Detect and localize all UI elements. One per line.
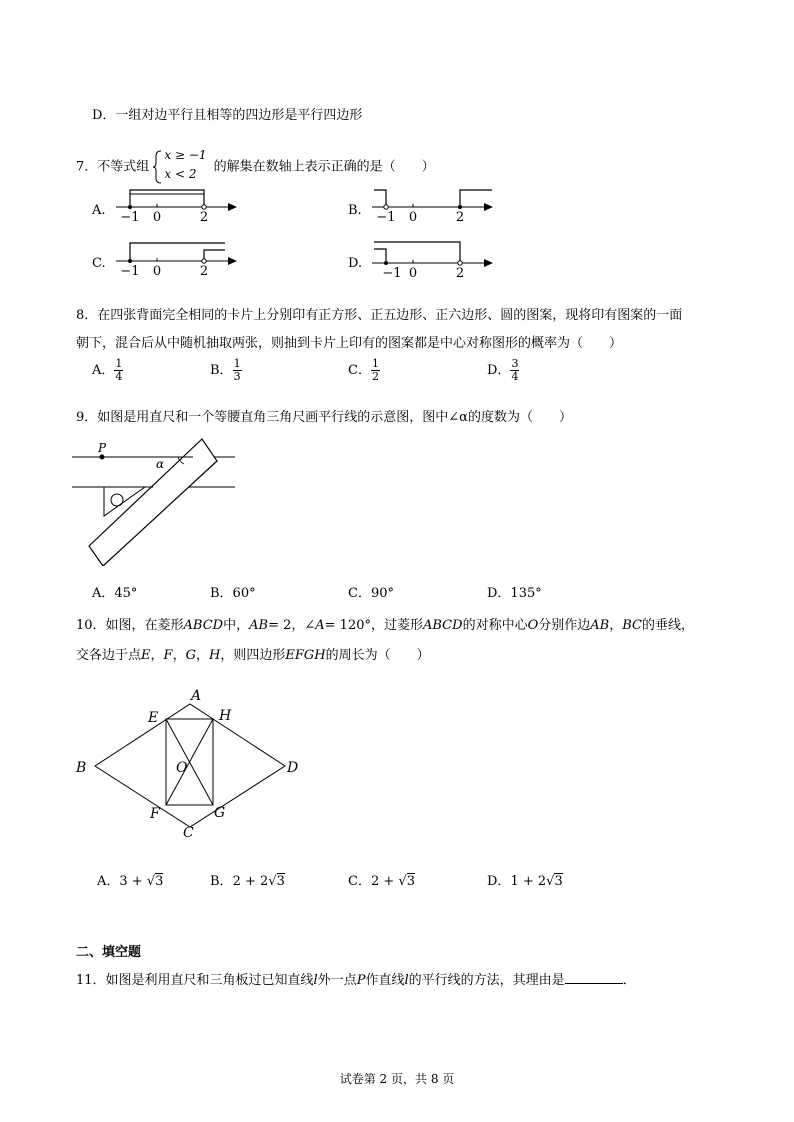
tick-label: 0 xyxy=(152,264,162,277)
radicand: 3 xyxy=(554,874,563,889)
q7-ineq-2: x < 2 xyxy=(164,167,197,181)
q9-option-c: C．90° xyxy=(348,586,394,601)
upper-ray xyxy=(130,243,225,259)
text: = 2， xyxy=(268,618,305,633)
q7-ineq-1: x ≥ −1 xyxy=(164,148,207,162)
text: 外一点 xyxy=(317,973,357,988)
denominator: 3 xyxy=(233,370,241,383)
tick-label: 0 xyxy=(408,210,418,223)
math: EFGH xyxy=(285,648,326,663)
text: ， xyxy=(195,648,209,663)
hollow-point xyxy=(202,259,206,263)
label-c: C xyxy=(183,825,194,840)
math-text: 2 + 2 xyxy=(232,874,269,889)
numerator: 1 xyxy=(233,357,241,370)
math: AB xyxy=(590,618,610,633)
axis-arrow-icon xyxy=(228,203,237,211)
numerator: 3 xyxy=(511,357,519,370)
math-text: 2 + xyxy=(370,874,399,889)
label-b: B xyxy=(76,760,87,776)
point-p xyxy=(100,455,105,460)
text: 的平行线的方法，其理由是 xyxy=(408,973,565,988)
q8-option-b xyxy=(210,358,242,383)
option-label: D． xyxy=(487,874,511,889)
ruler xyxy=(89,439,217,566)
q7-option-a-numberline xyxy=(110,185,240,223)
radicand: 3 xyxy=(155,874,164,889)
label-a: A xyxy=(191,688,202,704)
tick-label: 0 xyxy=(152,210,162,223)
q7-option-d-label: D. xyxy=(348,256,363,271)
tick-label: 0 xyxy=(408,266,418,279)
math: ABCD xyxy=(183,618,224,633)
upper-ray xyxy=(374,242,460,261)
option-label: D． xyxy=(487,363,511,378)
radicand: 3 xyxy=(406,874,415,889)
q10-option-c xyxy=(348,870,415,889)
math: BC xyxy=(622,618,642,633)
axis-arrow-icon xyxy=(484,259,493,267)
fraction xyxy=(233,358,242,383)
tick-label: 2 xyxy=(455,266,465,279)
q9-figure xyxy=(70,436,240,566)
solid-point xyxy=(128,205,132,209)
q7-stem xyxy=(76,150,435,184)
math: G xyxy=(185,648,196,663)
sqrt-icon: √ xyxy=(146,874,156,889)
text: = 120°，过菱形 xyxy=(324,618,423,633)
text: 交各边于点 xyxy=(76,648,142,663)
option-label: C． xyxy=(348,363,371,378)
q8-stem-line2: 朝下，混合后从中随机抽取两张，则抽到卡片上印有的图案都是中心对称图形的概率为（ ） xyxy=(76,336,623,351)
rhombus-abcd xyxy=(95,704,285,827)
fraction xyxy=(510,358,519,383)
label-o: O xyxy=(176,760,188,776)
q7-option-c-numberline xyxy=(110,239,240,277)
label-d: D xyxy=(287,760,299,776)
q7-system xyxy=(153,150,209,184)
text: 的垂线， xyxy=(641,618,694,633)
denominator: 2 xyxy=(371,370,379,383)
math-text: 1 + 2 xyxy=(510,874,547,889)
q11-stem xyxy=(76,969,636,988)
q10-option-b xyxy=(210,870,285,889)
numerator: 1 xyxy=(115,357,123,370)
sqrt-icon: √ xyxy=(546,874,555,889)
q9-option-a: A．45° xyxy=(92,586,138,601)
label-h: H xyxy=(219,708,232,724)
q9-stem: 9．如图是用直尺和一个等腰直角三角尺画平行线的示意图，图中∠α的度数为（ ） xyxy=(76,410,572,425)
text: 10．如图，在菱形 xyxy=(76,618,184,633)
math: E xyxy=(141,648,151,663)
answer-blank[interactable] xyxy=(565,971,623,984)
tick-label: −1 xyxy=(120,264,140,277)
hollow-point xyxy=(384,205,388,209)
radicand: 3 xyxy=(276,874,285,889)
label-g: G xyxy=(214,805,226,821)
q10-figure xyxy=(70,684,310,840)
text: 分别作边 xyxy=(538,618,591,633)
math: AB xyxy=(249,618,269,633)
text: ， xyxy=(172,648,186,663)
q10-stem-line2 xyxy=(76,644,430,663)
math: F xyxy=(163,648,173,663)
brace-icon xyxy=(153,150,163,184)
numerator: 1 xyxy=(371,357,379,370)
option-label: A． xyxy=(92,363,115,378)
q10-option-d xyxy=(487,870,563,889)
math: l xyxy=(404,973,409,988)
label-f: F xyxy=(150,806,160,822)
sqrt-icon: √ xyxy=(268,874,277,889)
text: 作直线 xyxy=(365,973,405,988)
option-label: C． xyxy=(348,874,371,889)
q8-option-d xyxy=(487,358,519,383)
text: 中， xyxy=(223,618,250,633)
text: ，则四边形 xyxy=(220,648,286,663)
left-ray xyxy=(374,190,386,205)
q7-option-c-label: C. xyxy=(92,256,106,271)
q7-option-d-numberline xyxy=(366,239,496,279)
q7-stem-prefix: 7．不等式组 xyxy=(76,159,150,175)
option-label: B． xyxy=(210,363,233,378)
math: H xyxy=(208,648,221,663)
lower-ray xyxy=(204,250,225,259)
q8-stem-line1: 8．在四张背面完全相同的卡片上分别印有正方形、正五边形、正六边形、圆的图案，现将印有图案的一面 xyxy=(76,308,683,323)
math: P xyxy=(356,973,366,988)
label-e: E xyxy=(148,710,159,726)
denominator: 4 xyxy=(115,370,123,383)
tick-label: −1 xyxy=(120,210,140,223)
solid-point xyxy=(128,259,132,263)
q6-option-d: D．一组对边平行且相等的四边形是平行四边形 xyxy=(92,108,363,123)
text: 的周长为（ ） xyxy=(325,648,430,663)
q9-option-b: B．60° xyxy=(210,586,256,601)
sqrt-icon: √ xyxy=(398,874,407,889)
tick-label: −1 xyxy=(376,210,396,223)
text: ， xyxy=(150,648,164,663)
hollow-point xyxy=(202,205,206,209)
tick-label: 2 xyxy=(199,210,209,223)
math: ∠A xyxy=(304,618,325,633)
solid-point xyxy=(384,261,388,265)
option-label: B． xyxy=(210,874,233,889)
page-footer: 试卷第 2 页，共 8 页 xyxy=(339,1072,455,1086)
option-label: A． xyxy=(97,874,120,889)
q8-option-c xyxy=(348,358,380,383)
label-p: P xyxy=(98,441,107,455)
right-ray xyxy=(460,190,492,205)
axis-arrow-icon xyxy=(228,257,237,265)
section-title: 二、填空题 xyxy=(76,945,142,960)
q10-stem-line1 xyxy=(76,614,694,633)
lower-ray xyxy=(374,249,386,261)
range-bracket xyxy=(130,190,204,205)
fraction xyxy=(114,358,123,383)
tick-label: 2 xyxy=(455,210,465,223)
set-square-hole xyxy=(111,494,123,506)
q10-option-a xyxy=(97,870,163,889)
text: ， xyxy=(609,618,623,633)
hollow-point xyxy=(458,261,462,265)
axis-arrow-icon xyxy=(484,203,493,211)
tick-label: −1 xyxy=(382,266,402,279)
text: 11．如图是利用直尺和三角板过已知直线 xyxy=(76,973,314,988)
text: 的对称中心 xyxy=(462,618,528,633)
q8-option-a xyxy=(92,358,123,383)
label-alpha: α xyxy=(156,457,165,471)
q7-option-b-label: B. xyxy=(348,203,362,218)
math: ABCD xyxy=(423,618,463,633)
solid-point xyxy=(458,205,462,209)
tick-label: 2 xyxy=(199,264,209,277)
q7-option-a-label: A. xyxy=(92,203,106,218)
text: ． xyxy=(622,973,636,988)
q9-option-d: D．135° xyxy=(487,586,542,601)
fraction xyxy=(371,358,380,383)
math: O xyxy=(527,618,539,633)
math: l xyxy=(313,973,318,988)
denominator: 4 xyxy=(511,370,519,383)
math-text: 3 + xyxy=(119,874,147,889)
q7-stem-suffix: 的解集在数轴上表示正确的是（ ） xyxy=(213,159,435,175)
q7-option-b-numberline xyxy=(366,185,496,223)
